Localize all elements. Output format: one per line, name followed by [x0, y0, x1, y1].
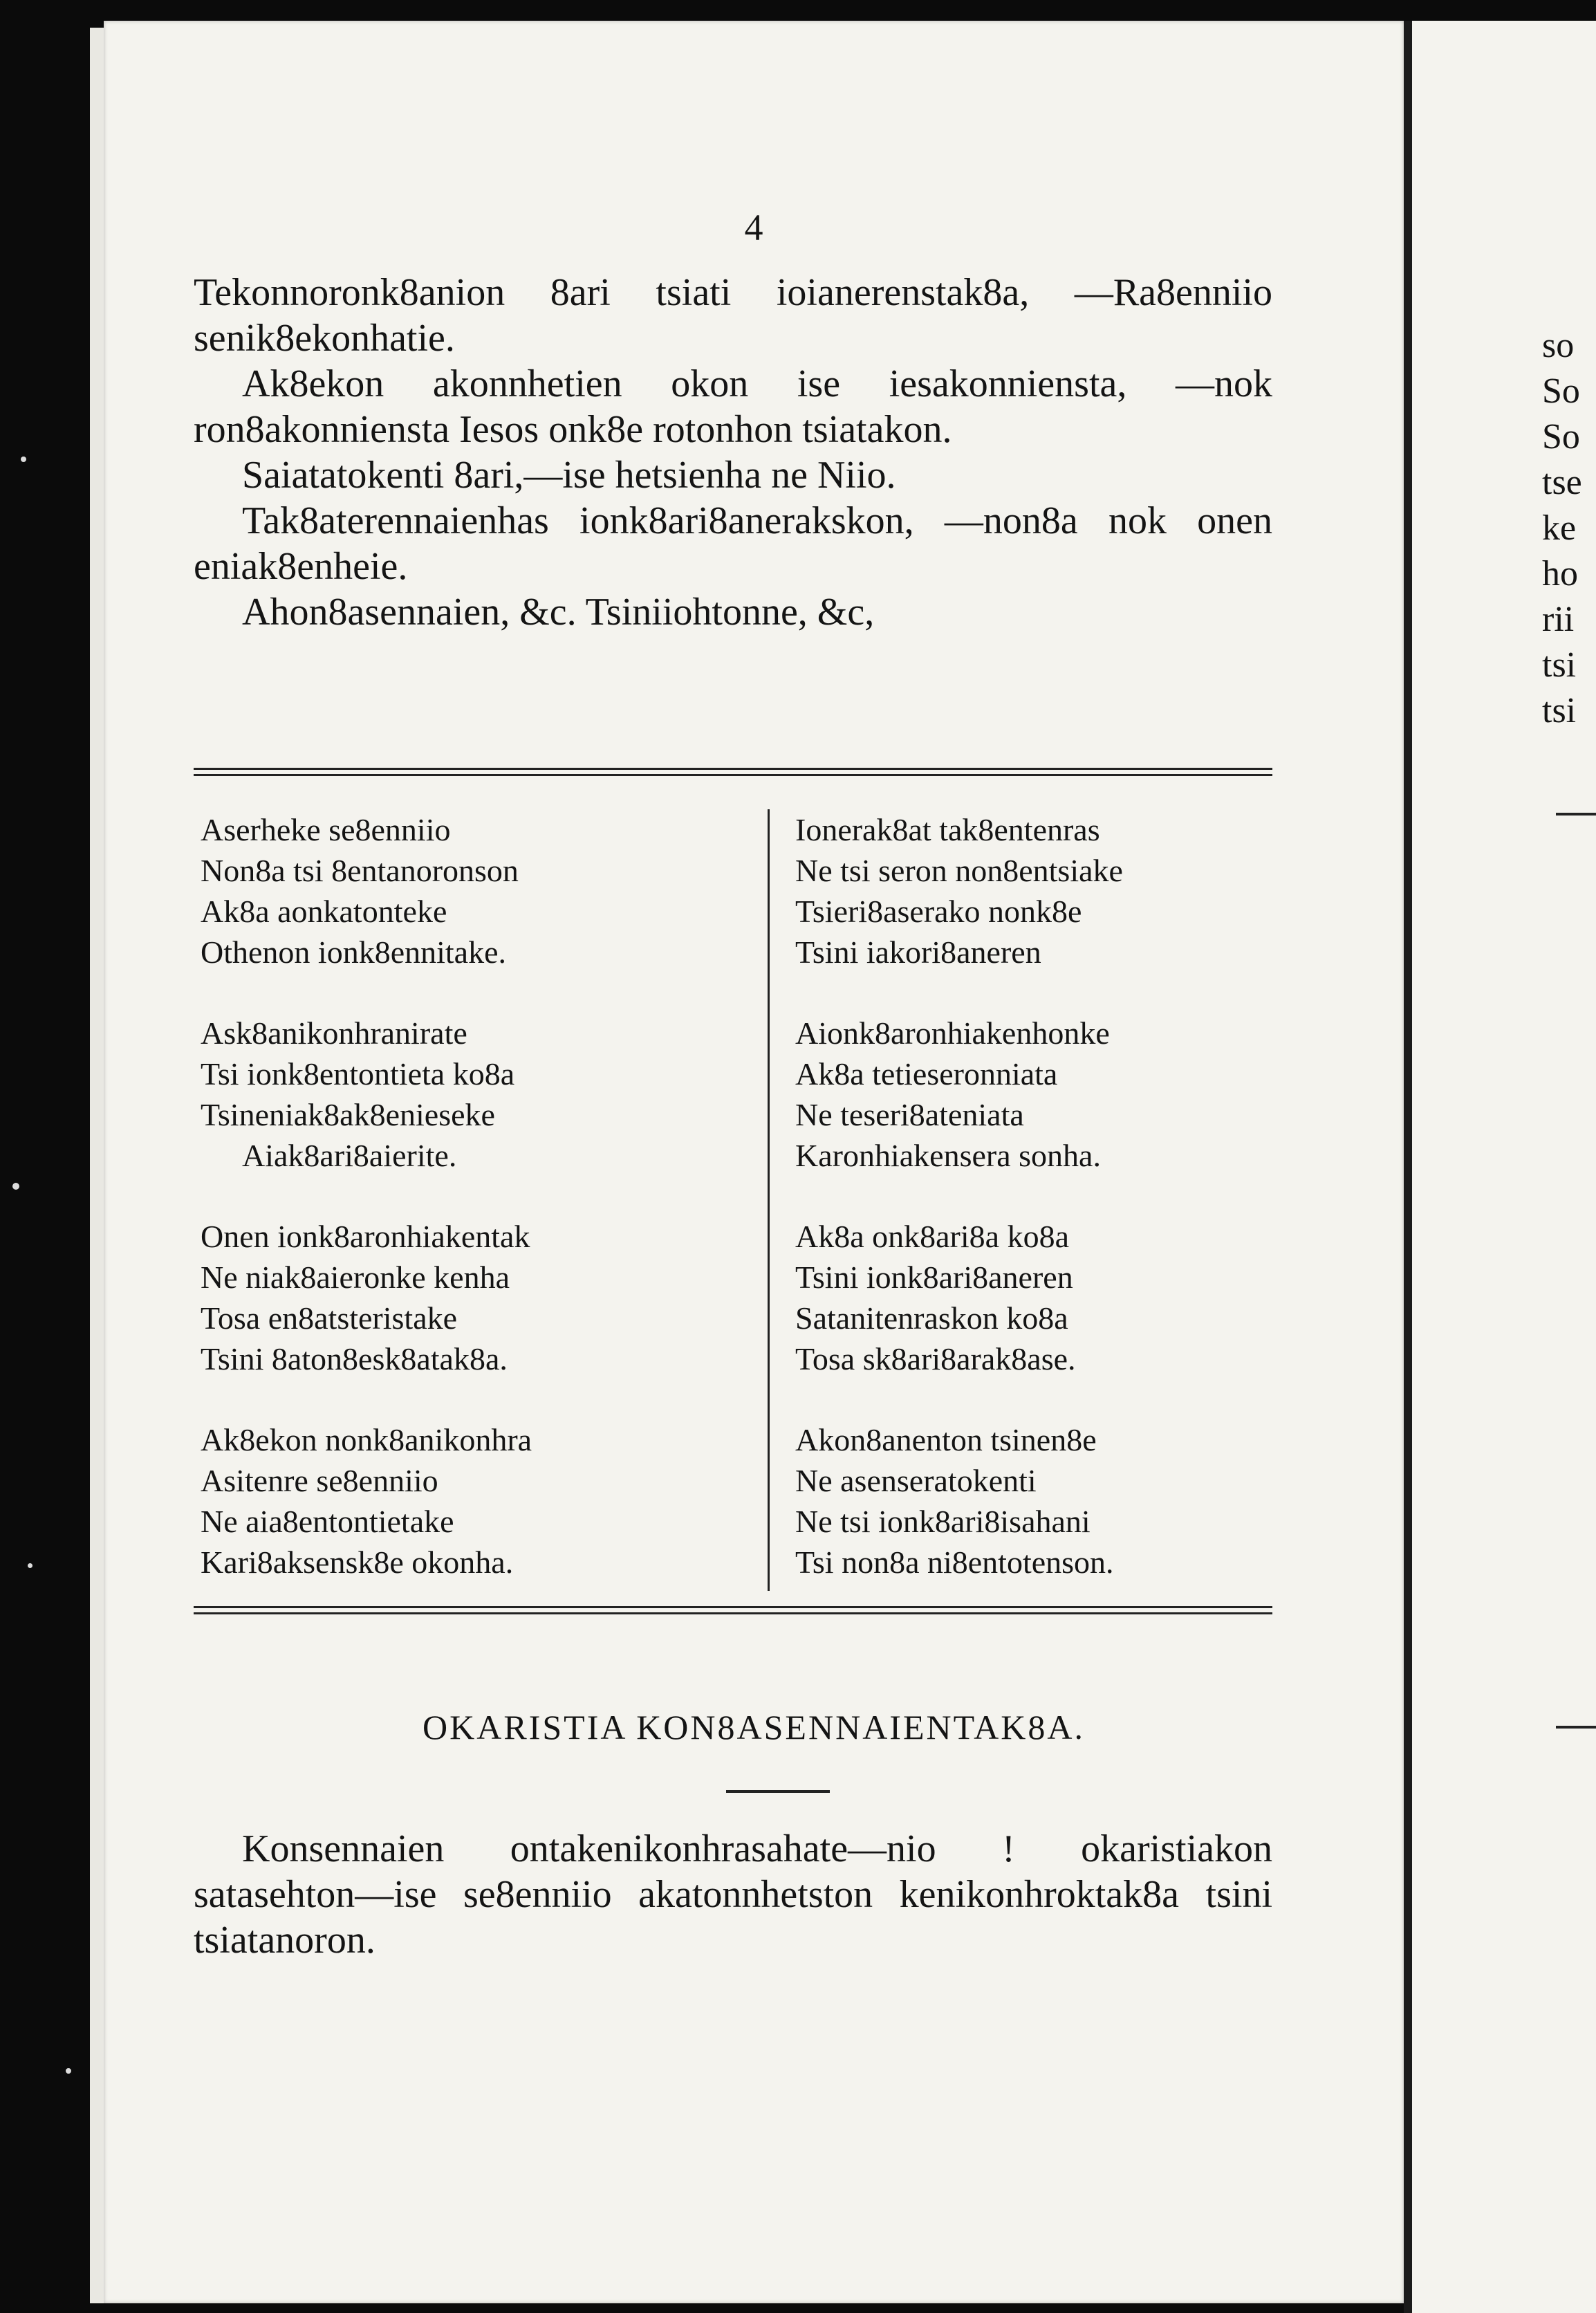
stanza: [201, 1216, 698, 1379]
page-edge: [90, 28, 105, 2303]
verse-line: Ak8a aonkatonteke: [201, 894, 447, 929]
stanza: [201, 1419, 698, 1583]
double-rule-top: [194, 768, 1272, 776]
next-page-fragment: So: [1542, 371, 1580, 411]
closing-prose: [194, 1826, 1272, 1963]
verse-line: Satanitenraskon ko8a: [795, 1300, 1068, 1336]
verse-line: Asitenre se8enniio: [201, 1463, 438, 1498]
double-rule-bottom: [194, 1606, 1272, 1614]
prose-paragraph: Saiatatokenti 8ari,—ise hetsienha ne Niio.: [242, 454, 896, 497]
next-page-fragment: ho: [1542, 554, 1578, 593]
stanza: [795, 1419, 1293, 1583]
next-page-fragment: ke: [1542, 508, 1577, 548]
prose-paragraph: Ahon8asennaien, &c. Tsiniiohtonne, &c,: [242, 591, 875, 634]
verse-line: Ne tsi seron non8entsiake: [795, 853, 1123, 888]
verse-line: Aiak8ari8aierite.: [242, 1138, 457, 1173]
scan-speck: [12, 1183, 19, 1190]
verse-line: Ne aia8entontietake: [201, 1504, 454, 1539]
prose-paragraph: Tekonnoronk8anion 8ari tsiati ioianerenstak8a, —Ra8enniio senik8ekonhatie.: [194, 271, 1272, 360]
verse-line: Tosa en8atsteristake: [201, 1300, 458, 1336]
verse-line: Karonhiakensera sonha.: [795, 1138, 1101, 1173]
verse-line: Tsi non8a ni8entotenson.: [795, 1545, 1114, 1580]
short-rule: [726, 1790, 830, 1793]
next-page-fragment: so: [1542, 326, 1575, 365]
prose-paragraph: Tak8aterennaienhas ionk8ari8anerakskon, —non8a nok onen eniak8enheie.: [194, 499, 1272, 588]
next-page-fragment: rii: [1542, 600, 1575, 639]
verse-line: Akon8anenton tsinen8e: [795, 1422, 1097, 1457]
next-page-fragment: tsi: [1542, 691, 1577, 730]
hymn-columns: [194, 809, 1272, 1601]
hymn-right-column: [795, 809, 1293, 1623]
verse-line: Ne tsi ionk8ari8isahani: [795, 1504, 1091, 1539]
verse-line: Tosa sk8ari8arak8ase.: [795, 1341, 1076, 1376]
page-number: 4: [744, 207, 763, 248]
verse-line: Tsieri8aserako nonk8e: [795, 894, 1082, 929]
stanza: [795, 1216, 1293, 1379]
verse-line: Ionerak8at tak8entenras: [795, 812, 1100, 847]
verse-line: Tsini ionk8ari8aneren: [795, 1260, 1073, 1295]
verse-line: Tsi ionk8entontieta ko8a: [201, 1056, 515, 1091]
book-spine: [1404, 21, 1412, 2313]
stanza: [795, 809, 1293, 973]
verse-line: Ne asenseratokenti: [795, 1463, 1037, 1498]
scan-speck: [28, 1563, 33, 1568]
verse-line: Ak8ekon nonk8anikonhra: [201, 1422, 532, 1457]
stanza: [795, 1013, 1293, 1176]
next-page-fragment: So: [1542, 417, 1580, 457]
verse-line: Tsineniak8ak8enieseke: [201, 1097, 495, 1132]
verse-line: Ak8a tetieseronniata: [795, 1056, 1058, 1091]
stanza: [201, 1013, 698, 1176]
verse-line: Othenon ionk8ennitake.: [201, 934, 507, 970]
verse-line: Tsini 8aton8esk8atak8a.: [201, 1341, 508, 1376]
next-page-fragment: tse: [1542, 463, 1582, 502]
verse-line: Ne teseri8ateniata: [795, 1097, 1024, 1132]
scan-speck: [21, 457, 26, 462]
prose-paragraph: Ak8ekon akonnhetien okon ise iesakonniensta, —nok ron8akonniensta Iesos onk8e rotonhon tsiatakon.: [194, 362, 1272, 451]
verse-line: Ak8a onk8ari8a ko8a: [795, 1219, 1069, 1254]
verse-line: Onen ionk8aronhiakentak: [201, 1219, 530, 1254]
verse-line: Kari8aksensk8e okonha.: [201, 1545, 514, 1580]
verse-line: Aionk8aronhiakenhonke: [795, 1015, 1110, 1051]
next-page-rule: [1556, 813, 1596, 815]
opening-prose: [194, 270, 1272, 635]
section-title: OKARISTIA KON8ASENNAIENTAK8A.: [423, 1708, 1085, 1747]
verse-line: Ne niak8aieronke kenha: [201, 1260, 510, 1295]
scan-speck: [66, 2068, 71, 2074]
hymn-left-column: [201, 809, 698, 1623]
column-divider: [768, 809, 770, 1591]
verse-line: Aserheke se8enniio: [201, 812, 451, 847]
stanza: [201, 809, 698, 973]
next-page-rule: [1556, 1726, 1596, 1729]
closing-paragraph: Konsennaien ontakenikonhrasahate—nio ! okaristiakon satasehton—ise se8enniio akatonnhetston kenikonhroktak8a tsini tsiatanoron.: [194, 1827, 1272, 1962]
verse-line: Tsini iakori8aneren: [795, 934, 1041, 970]
next-page-fragment: tsi: [1542, 645, 1577, 685]
verse-line: Non8a tsi 8entanoronson: [201, 853, 519, 888]
verse-line: Ask8anikonhranirate: [201, 1015, 467, 1051]
